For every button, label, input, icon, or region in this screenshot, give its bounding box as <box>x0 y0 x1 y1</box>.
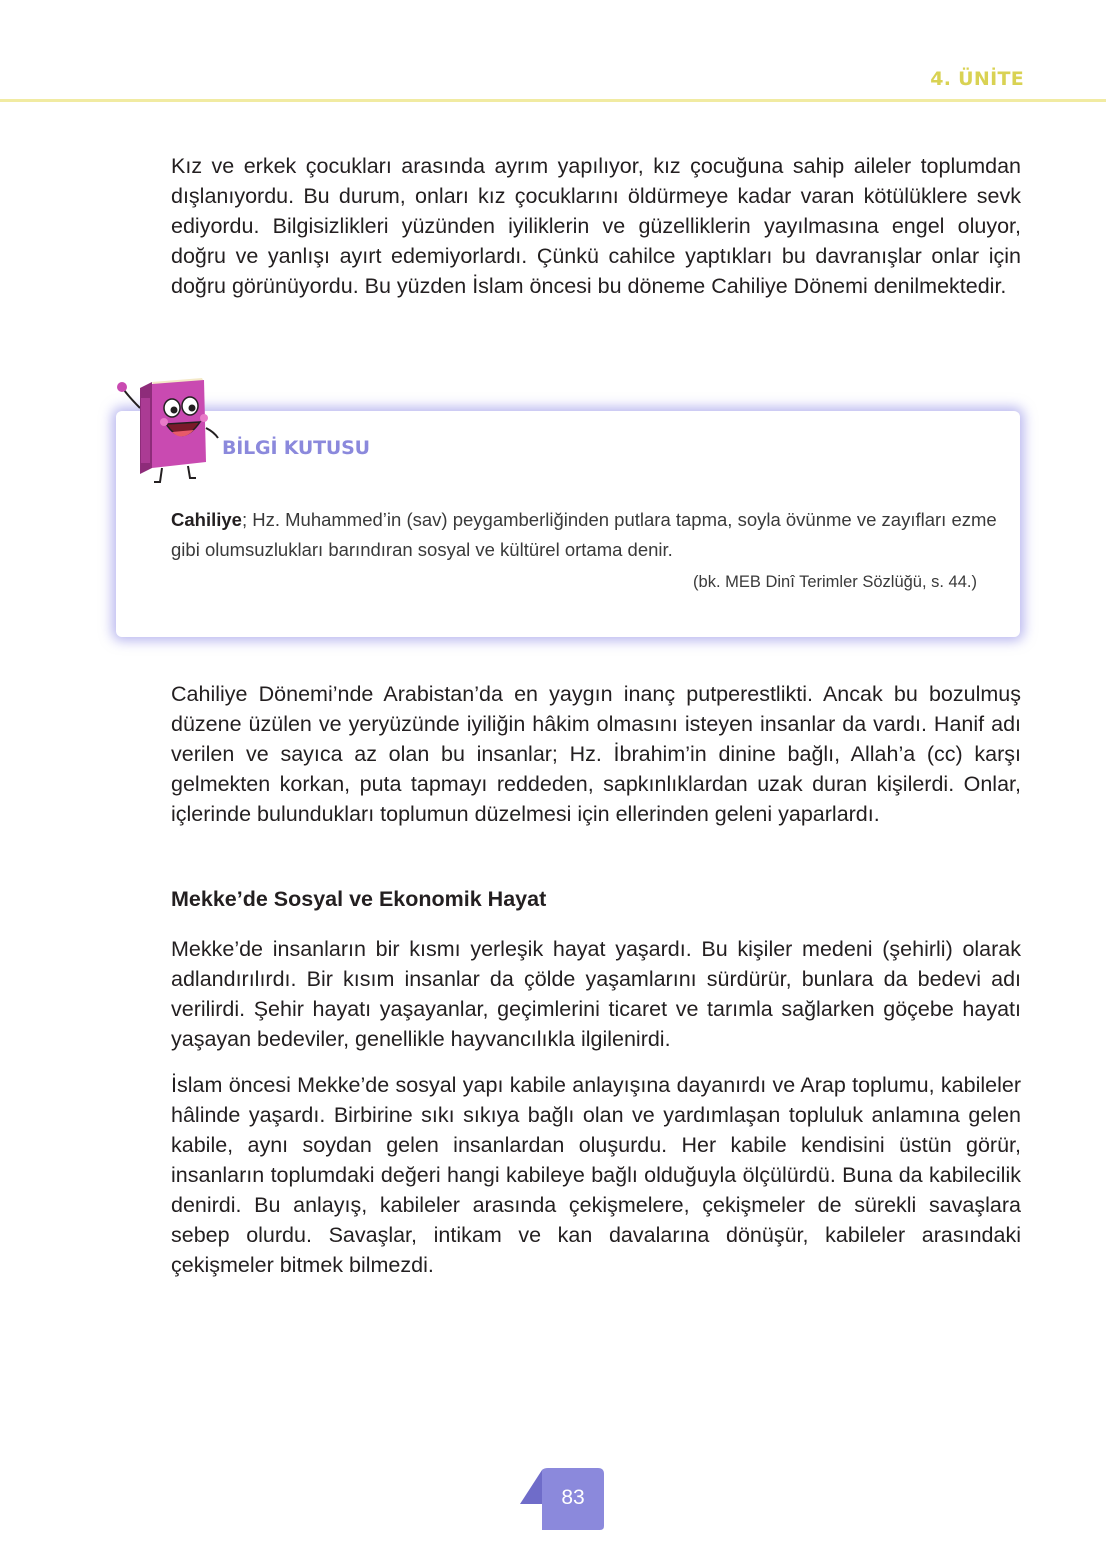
header-divider <box>0 99 1106 102</box>
paragraph-mekke-life: Mekke’de insanların bir kısmı yerleşik hayat yaşardı. Bu kişiler medeni (şehirli) olarak adlandırılırdı. Bir kısım insanlar da çölde yaşamlarını sürdürür, bunlara da bedevi adı verilirdi. Şehir hayatı yaşayanlar, geçimlerini ticaret ve tarımla sağlarken göçebe hayatı yaşayan bedeviler, genellikle hayvancılıkla ilgilenirdi. <box>171 937 1021 1051</box>
info-box-title: BİLGİ KUTUSU <box>222 437 370 459</box>
paragraph-hanif: Cahiliye Dönemi’nde Arabistan’da en yaygın inanç putperestlikti. Ancak bu bozulmuş düzene üzülen ve yeryüzünde iyiliğin hâkim olmasını isteyen insanlar da vardı. Hanif adı verilen ve sayıca az olan bu insanlar; Hz. İbrahim’in dinine bağlı, Allah’a (cc) karşı gelmekten korkan, puta tapmayı reddeden, sapkınlıklardan uzak duran kişilerdi. Onlar, içlerinde bulundukları toplumun düzelmesi için ellerinden geleni yaparlardı. <box>171 682 1021 826</box>
unit-label: 4. ÜNİTE <box>930 68 1024 90</box>
info-box-reference: (bk. MEB Dinî Terimler Sözlüğü, s. 44.) <box>693 573 977 591</box>
info-box-definition-text: ; Hz. Muhammed’in (sav) peygamberliğinden putlara tapma, soyla övünme ve zayıfları ezme gibi olumsuzlukları barındıran sosyal ve kültürel ortama denir. <box>171 509 997 560</box>
paragraph-intro: Kız ve erkek çocukları arasında ayrım yapılıyor, kız çocuğuna sahip aileler toplumdan dışlanıyordu. Bu durum, onları kız çocuklarını öldürmeye kadar varan kötülüklere sevk ediyordu. Bilgisizlikleri yüzünden iyiliklerin ve güzelliklerin yayılmasına engel oluyor, doğru ve yanlışı ayırt edemiyorlardı. Çünkü cahilce yaptıkları bu davranışlar onlar için doğru görünüyordu. Bu yüzden İslam öncesi bu döneme Cahiliye Dönemi denilmektedir. <box>171 154 1021 298</box>
info-box-definition <box>171 505 1001 565</box>
info-box-term: Cahiliye <box>171 509 242 530</box>
section-heading: Mekke’de Sosyal ve Ekonomik Hayat <box>171 887 547 911</box>
book-mascot-icon <box>110 368 220 488</box>
paragraph-kabile: İslam öncesi Mekke’de sosyal yapı kabile anlayışına dayanırdı ve Arap toplumu, kabileler hâlinde yaşardı. Birbirine sıkı sıkıya bağlı olan ve yardımlaşan topluluk anlamına gelen kabile, aynı soydan gelen insanlardan oluşurdu. Her kabile kendisini üstün görür, insanların toplumdaki değeri hangi kabileye bağlı olduğuyla ölçülürdü. Buna da kabilecilik denirdi. Bu anlayış, kabileler arasında çekişmelere, çekişmeler de sürekli savaşlara sebep olurdu. Savaşlar, intikam ve kan davalarına dönüşür, kabileler arasındaki çekişmeler bitmek bilmezdi. <box>171 1073 1021 1277</box>
page-number: 83 <box>561 1486 585 1509</box>
